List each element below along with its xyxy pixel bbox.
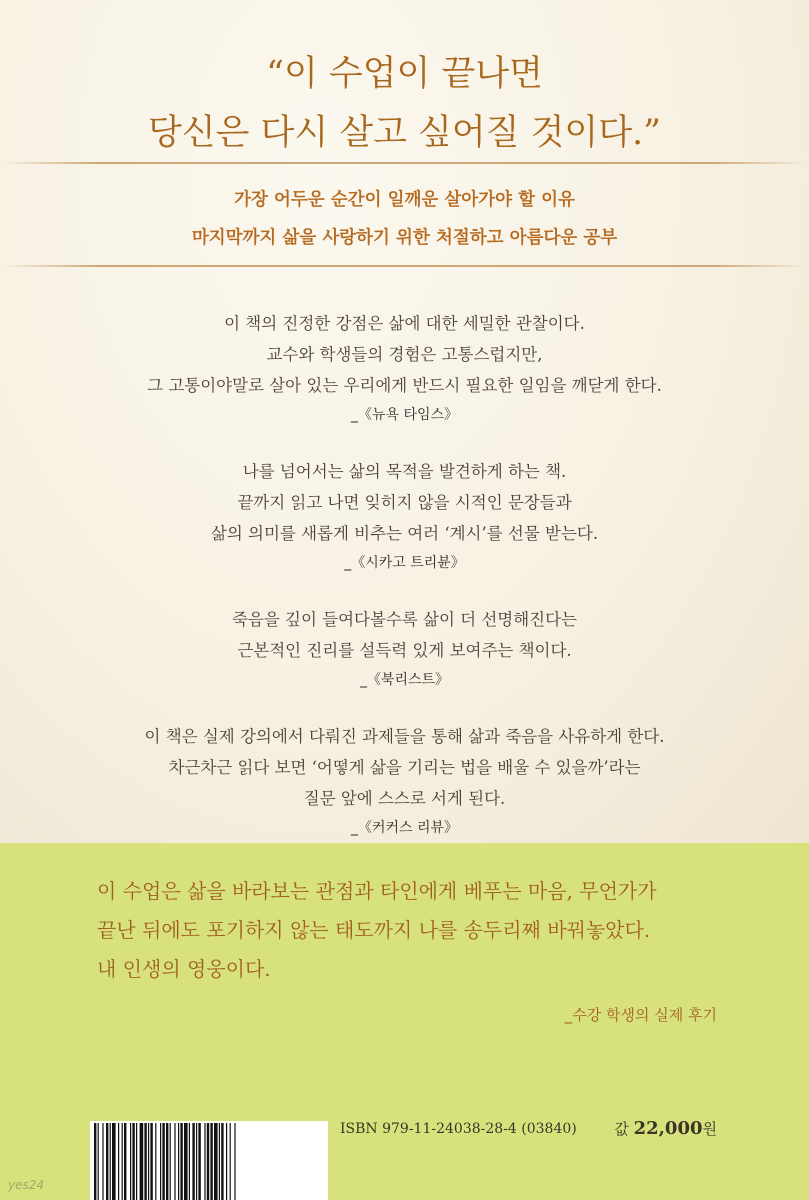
review-source: _《시카고 트리뷴》	[344, 555, 465, 571]
review-line: 질문 앞에 스스로 서게 된다.	[303, 789, 506, 808]
isbn-barcode	[90, 1121, 328, 1200]
review-line: 교수와 학생들의 경험은 고통스럽지만,	[266, 345, 543, 364]
review-line: 이 책의 진정한 강점은 삶에 대한 세밀한 관찰이다.	[224, 314, 585, 333]
press-reviews	[0, 308, 809, 869]
review-line: 죽음을 깊이 들여다볼수록 삶이 더 선명해진다는	[231, 610, 577, 629]
student-quote-line: 내 인생의 영웅이다.	[97, 957, 271, 981]
barcode-bars	[90, 1121, 328, 1200]
review-line: 그 고통이야말로 살아 있는 우리에게 반드시 필요한 일임을 깨닫게 한다.	[147, 376, 662, 395]
price-unit: 원	[702, 1120, 717, 1138]
review-source: _《커커스 리뷰》	[350, 820, 459, 836]
review-line: 이 책은 실제 강의에서 다뤄진 과제들을 통해 삶과 죽음을 사유하게 한다.	[144, 727, 665, 746]
review-line: 근본적인 진리를 설득력 있게 보여주는 책이다.	[237, 641, 572, 660]
subtitle-block	[0, 181, 809, 257]
student-quote-source: _수강 학생의 실제 후기	[564, 1006, 717, 1024]
price-amount: 22,000	[633, 1118, 703, 1139]
review-booklist	[0, 604, 809, 693]
subtitle-line-1: 가장 어두운 순간이 일깨운 살아가야 할 이유	[234, 190, 575, 210]
review-line: 나를 넘어서는 삶의 목적을 발견하게 하는 책.	[242, 462, 567, 481]
divider-bottom	[0, 265, 809, 267]
review-line: 끝까지 읽고 나면 잊히지 않을 시적인 문장들과	[237, 493, 572, 512]
student-quote-line: 이 수업은 삶을 바라보는 관점과 타인에게 베푸는 마음, 무언가가	[97, 879, 657, 903]
isbn-number: ISBN 979-11-24038-28-4 (03840)	[340, 1121, 577, 1137]
headline-line-2: 당신은 다시 살고 싶어질 것이다.”	[147, 113, 662, 153]
review-line: 삶의 의미를 새롭게 비추는 여러 ‘계시’를 선물 받는다.	[210, 524, 599, 543]
yes24-watermark: yes24	[8, 1178, 45, 1192]
review-nyt	[0, 308, 809, 428]
review-kirkus	[0, 721, 809, 841]
review-line: 차근차근 읽다 보면 ‘어떻게 삶을 기리는 법을 배울 수 있을까’라는	[168, 758, 641, 777]
review-source: _《북리스트》	[359, 672, 450, 688]
review-chicago-tribune	[0, 456, 809, 576]
price	[614, 1118, 717, 1139]
divider-top	[0, 162, 809, 164]
review-source: _《뉴욕 타임스》	[350, 407, 459, 423]
subtitle-line-2: 마지막까지 삶을 사랑하기 위한 처절하고 아름다운 공부	[191, 228, 618, 248]
headline-line-1: “이 수업이 끝나면	[266, 54, 543, 94]
price-label: 값	[614, 1120, 629, 1138]
student-quote	[97, 872, 737, 989]
student-quote-line: 끝난 뒤에도 포기하지 않는 태도까지 나를 송두리째 바꿔놓았다.	[97, 918, 651, 942]
headline-quote	[0, 45, 809, 163]
